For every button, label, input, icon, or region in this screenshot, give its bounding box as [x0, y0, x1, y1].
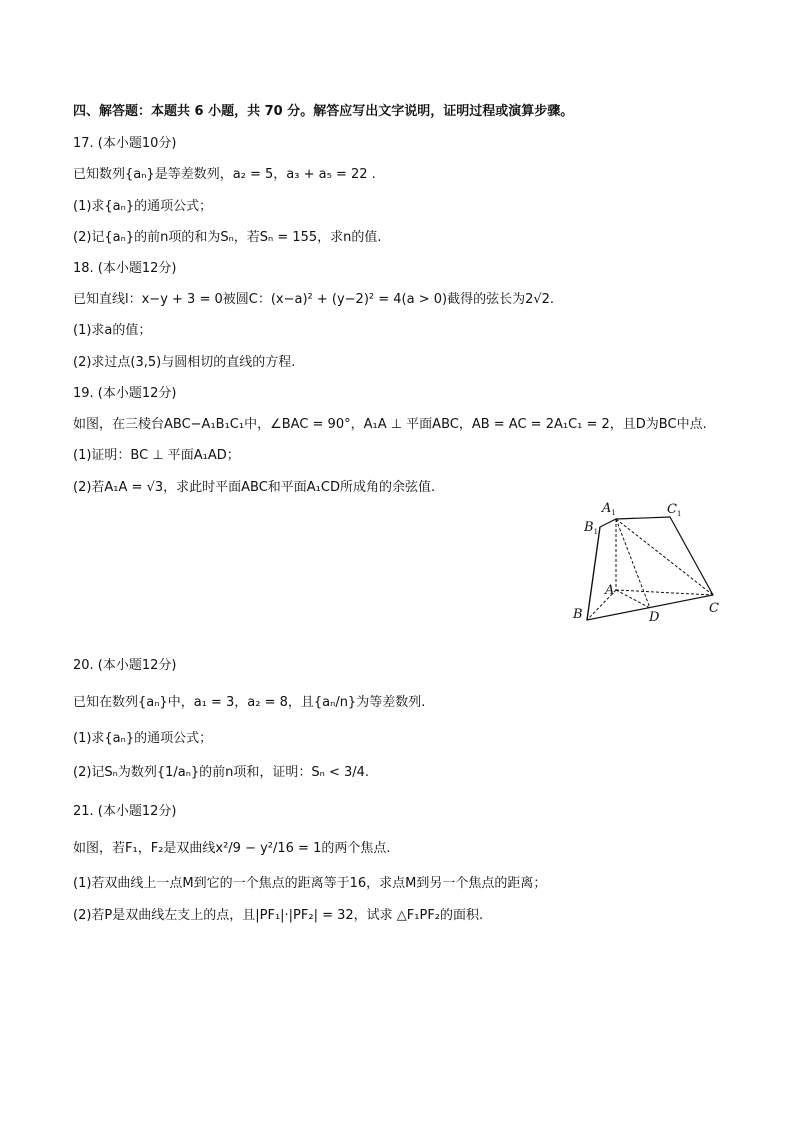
section-title: 四、解答题：本题共 6 小题，共 70 分。解答应写出文字说明，证明过程或演算步骤。 — [73, 104, 574, 119]
label-b1: $B_1$ — [584, 520, 599, 536]
edge-a-d — [616, 590, 650, 608]
problem-20-statement: 已知在数列{aₙ}中，a₁ = 3，a₂ = 8，且{aₙ/n}为等差数列. — [73, 695, 426, 710]
problem-19-statement: 如图，在三棱台ABC−A₁B₁C₁中，∠BAC = 90°，A₁A ⊥ 平面ABC，AB = AC = 2A₁C₁ = 2，且D为BC中点. — [73, 417, 707, 432]
label-b: B — [573, 607, 583, 622]
frustum-figure — [570, 498, 730, 626]
label-a1: $A_1$ — [602, 501, 616, 517]
problem-18-part-1: (1)求a的值； — [73, 323, 152, 338]
edge-a-c — [616, 590, 713, 595]
problem-21-statement: 如图，若F₁，F₂是双曲线x²/9 − y²/16 = 1的两个焦点. — [73, 841, 391, 856]
problem-20-part-1: (1)求{aₙ}的通项公式； — [73, 731, 213, 746]
problem-18-statement: 已知直线l：x−y + 3 = 0被圆C：(x−a)² + (y−2)² = 4(a > 0)截得的弦长为2√2. — [73, 292, 555, 307]
problem-21-part-2: (2)若P是双曲线左支上的点，且|PF₁|·|PF₂| = 32，试求 △F₁PF₂的面积. — [73, 908, 484, 923]
problem-17-part-2: (2)记{aₙ}的前n项的和为Sₙ，若Sₙ = 155，求n的值. — [73, 230, 382, 245]
problem-21-part-1: (1)若双曲线上一点M到它的一个焦点的距离等于16，求点M到另一个焦点的距离； — [73, 876, 547, 891]
label-a: A — [605, 583, 615, 598]
label-c: C — [709, 601, 719, 616]
problem-18-part-2: (2)求过点(3,5)与圆相切的直线的方程. — [73, 355, 296, 370]
problem-21-header: 21. (本小题12分) — [73, 804, 177, 819]
frustum-outline — [587, 517, 713, 620]
problem-19-part-2: (2)若A₁A = √3，求此时平面ABC和平面A₁CD所成角的余弦值. — [73, 480, 436, 495]
problem-19-part-1: (1)证明：BC ⊥ 平面A₁AD； — [73, 448, 240, 463]
problem-17-header: 17. (本小题10分) — [73, 136, 177, 151]
edge-b1-b — [587, 527, 600, 620]
label-c1: $C_1$ — [667, 502, 682, 518]
problem-17-part-1: (1)求{aₙ}的通项公式； — [73, 199, 213, 214]
problem-20-part-2: (2)记Sₙ为数列{1/aₙ}的前n项和，证明：Sₙ < 3/4. — [73, 765, 370, 780]
problem-19-header: 19. (本小题12分) — [73, 386, 177, 401]
label-d: D — [649, 610, 660, 625]
hidden-edges — [587, 519, 713, 620]
problem-20-header: 20. (本小题12分) — [73, 658, 177, 673]
problem-17-statement: 已知数列{aₙ}是等差数列，a₂ = 5，a₃ + a₅ = 22 . — [73, 167, 376, 182]
problem-18-header: 18. (本小题12分) — [73, 261, 177, 276]
